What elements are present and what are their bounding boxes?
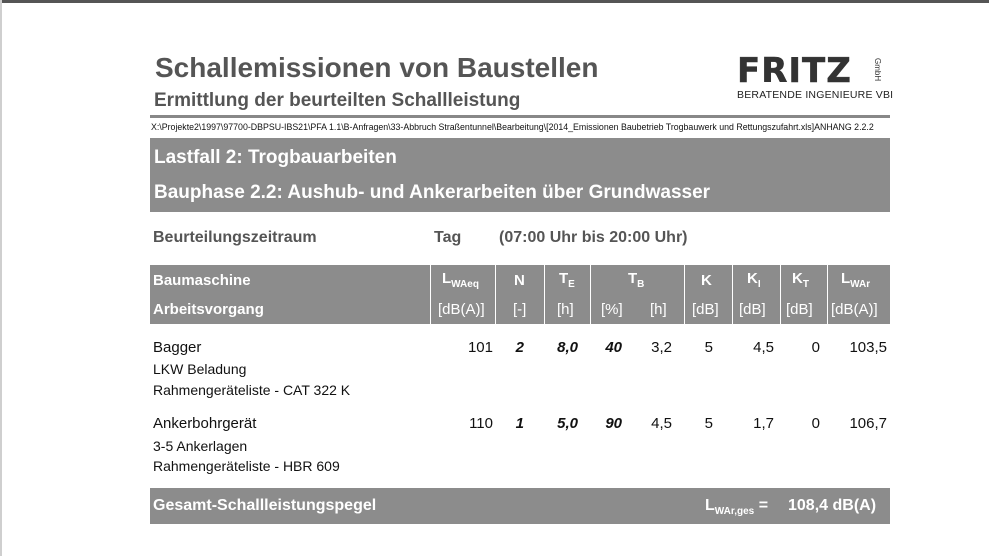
cell-k: 5 bbox=[704, 339, 713, 356]
period-label: Beurteilungszeitraum bbox=[153, 229, 317, 246]
cell-n: 2 bbox=[515, 339, 524, 356]
cell-kt: 0 bbox=[811, 339, 820, 356]
column-separator bbox=[732, 265, 733, 324]
header-baumaschine: Baumaschine bbox=[153, 272, 251, 289]
column-separator bbox=[495, 265, 496, 324]
cell-lwar: 103,5 bbox=[849, 339, 887, 356]
header-te: $T_E$ bbox=[559, 270, 575, 290]
unit-tb-percent: [%] bbox=[601, 301, 623, 318]
column-separator bbox=[684, 265, 685, 324]
source-reference: Rahmengeräteliste - HBR 609 bbox=[153, 458, 340, 474]
logo-wordmark: FRITZ bbox=[737, 51, 852, 91]
total-value: 108,4 dB(A) bbox=[788, 497, 877, 514]
document-subtitle: Ermittlung der beurteilten Schallleistung bbox=[154, 90, 521, 111]
unit-lwaeq: [dB(A)] bbox=[438, 301, 485, 318]
column-separator bbox=[430, 265, 431, 324]
column-separator bbox=[544, 265, 545, 324]
table-header bbox=[150, 265, 890, 324]
column-separator bbox=[590, 265, 591, 324]
unit-tb-hours: [h] bbox=[650, 301, 667, 318]
header-lwar: $L_{WAr}$ bbox=[841, 270, 871, 290]
source-reference: Rahmengeräteliste - CAT 322 K bbox=[153, 382, 351, 398]
cell-k: 5 bbox=[704, 415, 713, 432]
bauphase-heading: Bauphase 2.2: Aushub- und Ankerarbeiten über Grundwasser bbox=[154, 182, 711, 203]
machine-name: Ankerbohrgerät bbox=[153, 415, 257, 432]
cell-lwaeq: 101 bbox=[467, 339, 493, 356]
header-ki: $K_I$ bbox=[747, 270, 761, 290]
header-arbeitsvorgang: Arbeitsvorgang bbox=[153, 301, 264, 318]
cell-tb-hours: 3,2 bbox=[651, 339, 672, 356]
cell-n: 1 bbox=[515, 415, 524, 432]
cell-te: 8,0 bbox=[557, 339, 578, 356]
unit-ki: [dB] bbox=[739, 301, 766, 318]
cell-ki: 4,5 bbox=[753, 339, 774, 356]
total-band bbox=[150, 488, 890, 524]
cell-kt: 0 bbox=[811, 415, 820, 432]
logo-gmbh: GmbH bbox=[873, 58, 882, 82]
case-header bbox=[150, 138, 890, 212]
logo-tagline: BERATENDE INGENIEURE VBI bbox=[737, 89, 894, 101]
cell-tb-percent: 40 bbox=[605, 339, 622, 356]
window-left-border bbox=[0, 0, 2, 556]
document-title: Schallemissionen von Baustellen bbox=[155, 52, 599, 83]
header-lwaeq: $L_{WAeq}$ bbox=[442, 270, 479, 290]
cell-te: 5,0 bbox=[557, 415, 578, 432]
cell-ki: 1,7 bbox=[753, 415, 774, 432]
cell-lwar: 106,7 bbox=[849, 415, 887, 432]
process-name: LKW Beladung bbox=[153, 361, 247, 377]
unit-te: [h] bbox=[557, 301, 574, 318]
total-label: Gesamt-Schallleistungspegel bbox=[153, 497, 377, 514]
cell-tb-percent: 90 bbox=[605, 415, 622, 432]
period-hours: (07:00 Uhr bis 20:00 Uhr) bbox=[499, 229, 688, 246]
column-separator bbox=[780, 265, 781, 324]
column-separator bbox=[827, 265, 828, 324]
company-logo bbox=[737, 51, 894, 102]
header-n: N bbox=[514, 272, 525, 289]
window-top-border bbox=[0, 0, 989, 3]
machine-name: Bagger bbox=[153, 339, 202, 356]
title-divider bbox=[150, 115, 890, 118]
cell-tb-hours: 4,5 bbox=[651, 415, 672, 432]
unit-lwar: [dB(A)] bbox=[831, 301, 878, 318]
header-tb: $T_B$ bbox=[628, 270, 645, 290]
header-kt: $K_T$ bbox=[792, 270, 809, 290]
header-k: K bbox=[701, 272, 712, 289]
total-symbol: $L_{WAr,ges}$ = bbox=[705, 497, 769, 518]
process-name: 3-5 Ankerlagen bbox=[153, 438, 248, 454]
unit-k: [dB] bbox=[692, 301, 719, 318]
unit-kt: [dB] bbox=[786, 301, 813, 318]
lastfall-heading: Lastfall 2: Trogbauarbeiten bbox=[154, 147, 397, 168]
unit-n: [-] bbox=[513, 301, 527, 318]
cell-lwaeq: 110 bbox=[469, 415, 493, 432]
period-value: Tag bbox=[434, 229, 462, 246]
file-path: X:\Projekte2\1997\97700-DBPSU-IBS21\PFA 1.1\B-Anfragen\33-Abbruch Straßentunnel\Bearbeitung\[2014_Emissionen Baubetrieb Trogbauwerk und Rettungszufahrt.xls]ANHANG 2.2.2 bbox=[151, 122, 874, 132]
